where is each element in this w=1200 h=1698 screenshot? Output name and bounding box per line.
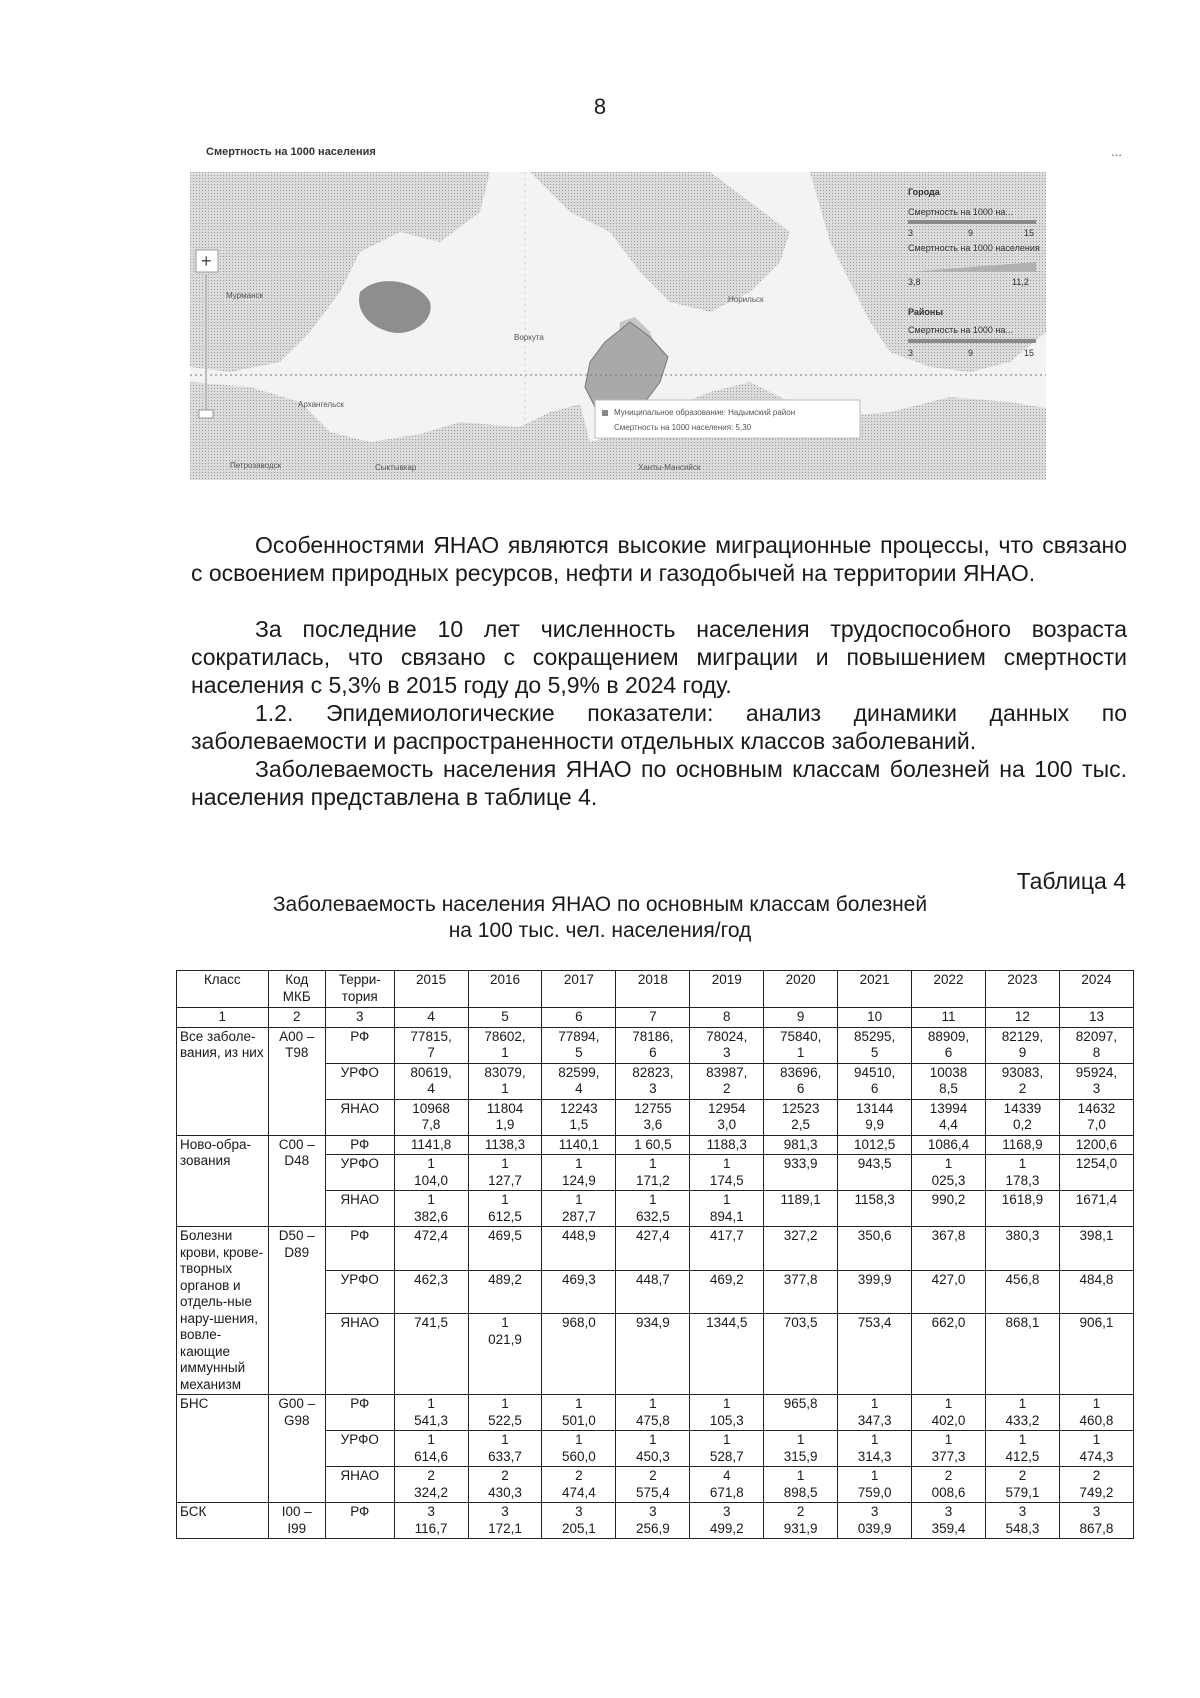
table-row: [177, 1395, 1134, 1431]
legend-range-max: 11,2: [1012, 277, 1029, 287]
value-cell: 95924, 3: [1059, 1063, 1133, 1099]
column-header: 2015: [394, 971, 468, 1008]
column-header: 2018: [616, 971, 690, 1008]
value-cell: 703,5: [764, 1314, 838, 1395]
column-number: 10: [838, 1008, 912, 1028]
paragraph-table-intro: [191, 755, 1127, 811]
column-header: 2024: [1059, 971, 1133, 1008]
value-cell: 1 541,3: [394, 1395, 468, 1431]
column-header: 2022: [912, 971, 986, 1008]
territory-cell: РФ: [325, 1227, 394, 1271]
value-cell: 1 124,9: [542, 1155, 616, 1191]
column-number: 11: [912, 1008, 986, 1028]
value-cell: 1 475,8: [616, 1395, 690, 1431]
territory-cell: УРФО: [325, 1063, 394, 1099]
value-cell: 427,0: [912, 1270, 986, 1314]
value-cell: 3 499,2: [690, 1503, 764, 1539]
morbidity-table: [176, 970, 1134, 1539]
value-cell: 4 671,8: [690, 1467, 764, 1503]
value-cell: 968,0: [542, 1314, 616, 1395]
value-cell: 1 560,0: [542, 1431, 616, 1467]
territory-cell: РФ: [325, 1135, 394, 1155]
value-cell: 484,8: [1059, 1270, 1133, 1314]
value-cell: 1 347,3: [838, 1395, 912, 1431]
column-number: 2: [268, 1008, 325, 1028]
value-cell: 1 104,0: [394, 1155, 468, 1191]
value-cell: 1 898,5: [764, 1467, 838, 1503]
value-cell: 14339 0,2: [985, 1099, 1059, 1135]
territory-cell: УРФО: [325, 1155, 394, 1191]
tooltip-line-2: Смертность на 1000 населения: 5,30: [614, 423, 752, 432]
value-cell: 12243 1,5: [542, 1099, 616, 1135]
value-cell: 85295, 5: [838, 1027, 912, 1063]
value-cell: 753,4: [838, 1314, 912, 1395]
value-cell: 1 127,7: [468, 1155, 542, 1191]
value-cell: 469,5: [468, 1227, 542, 1271]
icd-code-cell: A00 – T98: [268, 1027, 325, 1135]
table-header-row: [177, 971, 1134, 1008]
territory-cell: РФ: [325, 1395, 394, 1431]
value-cell: 934,9: [616, 1314, 690, 1395]
value-cell: 417,7: [690, 1227, 764, 1271]
zoom-in-button[interactable]: +: [201, 251, 212, 271]
value-cell: 2 749,2: [1059, 1467, 1133, 1503]
legend-districts-metric: Смертность на 1000 на...: [908, 325, 1013, 335]
value-cell: 3 205,1: [542, 1503, 616, 1539]
column-number-row: [177, 1008, 1134, 1028]
value-cell: 82097, 8: [1059, 1027, 1133, 1063]
value-cell: 472,4: [394, 1227, 468, 1271]
legend-range-min: 3,8: [908, 277, 921, 287]
value-cell: 80619, 4: [394, 1063, 468, 1099]
value-cell: 1 382,6: [394, 1191, 468, 1227]
place-label: Норильск: [728, 295, 764, 304]
territory-cell: РФ: [325, 1027, 394, 1063]
value-cell: 1188,3: [690, 1135, 764, 1155]
paragraph-text: 1.2. Эпидемиологические показатели: анализ динамики данных по заболеваемости и распространенности отдельных классов заболеваний.: [191, 700, 1127, 754]
column-header: 2016: [468, 971, 542, 1008]
map-menu-button[interactable]: ...: [1111, 144, 1122, 159]
map-title: Смертность на 1000 населения: [206, 146, 376, 158]
value-cell: 1 105,3: [690, 1395, 764, 1431]
value-cell: 13144 9,9: [838, 1099, 912, 1135]
paragraph-text: Заболеваемость населения ЯНАО по основным классам болезней на 100 тыс. населения представлена в таблице 4.: [191, 756, 1127, 810]
territory-cell: РФ: [325, 1503, 394, 1539]
legend-tick: 15: [1024, 348, 1035, 358]
column-number: 4: [394, 1008, 468, 1028]
value-cell: 2 324,2: [394, 1467, 468, 1503]
value-cell: 78186, 6: [616, 1027, 690, 1063]
value-cell: 12954 3,0: [690, 1099, 764, 1135]
value-cell: 82823, 3: [616, 1063, 690, 1099]
value-cell: 75840, 1: [764, 1027, 838, 1063]
column-header: 2023: [985, 971, 1059, 1008]
table-title-line: Заболеваемость населения ЯНАО по основным классам болезней: [272, 893, 928, 916]
value-cell: 2 474,4: [542, 1467, 616, 1503]
value-cell: 1 450,3: [616, 1431, 690, 1467]
value-cell: 12523 2,5: [764, 1099, 838, 1135]
territory-cell: ЯНАО: [325, 1467, 394, 1503]
value-cell: 1 315,9: [764, 1431, 838, 1467]
table-row: [177, 1027, 1134, 1063]
paragraph-population: [191, 615, 1127, 699]
value-cell: 1 894,1: [690, 1191, 764, 1227]
table-row: [177, 1135, 1134, 1155]
legend-districts-gradient: [908, 339, 1036, 343]
map-canvas[interactable]: [190, 172, 1130, 510]
value-cell: 2 575,4: [616, 1467, 690, 1503]
class-cell: Ново-обра-зования: [177, 1135, 269, 1227]
value-cell: 427,4: [616, 1227, 690, 1271]
legend-districts-title: Районы: [908, 307, 944, 317]
place-label: Архангельск: [298, 400, 344, 409]
value-cell: 1 433,2: [985, 1395, 1059, 1431]
value-cell: 868,1: [985, 1314, 1059, 1395]
place-label: Сыктывкар: [375, 463, 417, 472]
legend-tick: 3: [908, 228, 914, 238]
table-label: Таблица 4: [1016, 868, 1126, 894]
legend-tick: 3: [908, 348, 914, 358]
legend-cities-title: Города: [908, 187, 940, 197]
value-cell: 367,8: [912, 1227, 986, 1271]
value-cell: 1 178,3: [985, 1155, 1059, 1191]
table-title-line: на 100 тыс. чел. населения/год: [448, 919, 752, 942]
value-cell: 3 256,9: [616, 1503, 690, 1539]
icd-code-cell: C00 – D48: [268, 1135, 325, 1227]
legend-cities-metric: Смертность на 1000 на...: [908, 207, 1013, 217]
class-cell: БНС: [177, 1395, 269, 1503]
value-cell: 3 039,9: [838, 1503, 912, 1539]
value-cell: 10968 7,8: [394, 1099, 468, 1135]
column-header: Класс: [177, 971, 269, 1008]
value-cell: 965,8: [764, 1395, 838, 1431]
value-cell: 350,6: [838, 1227, 912, 1271]
map-figure[interactable]: [190, 142, 1130, 510]
value-cell: 906,1: [1059, 1314, 1133, 1395]
value-cell: 83079, 1: [468, 1063, 542, 1099]
value-cell: 2 579,1: [985, 1467, 1059, 1503]
value-cell: 1 60,5: [616, 1135, 690, 1155]
value-cell: 448,7: [616, 1270, 690, 1314]
value-cell: 1 377,3: [912, 1431, 986, 1467]
value-cell: 399,9: [838, 1270, 912, 1314]
value-cell: 94510, 6: [838, 1063, 912, 1099]
value-cell: 448,9: [542, 1227, 616, 1271]
value-cell: 1 174,5: [690, 1155, 764, 1191]
value-cell: 1 633,7: [468, 1431, 542, 1467]
value-cell: 1 402,0: [912, 1395, 986, 1431]
value-cell: 93083, 2: [985, 1063, 1059, 1099]
value-cell: 3 359,4: [912, 1503, 986, 1539]
table-title: [0, 892, 1200, 944]
legend-tick: 9: [968, 348, 974, 358]
value-cell: 1 412,5: [985, 1431, 1059, 1467]
column-header: Терри-тория: [325, 971, 394, 1008]
column-header: Код МКБ: [268, 971, 325, 1008]
value-cell: 1086,4: [912, 1135, 986, 1155]
territory-cell: ЯНАО: [325, 1099, 394, 1135]
column-header: 2017: [542, 971, 616, 1008]
legend-tick: 9: [968, 228, 974, 238]
class-cell: Все заболе-вания, из них: [177, 1027, 269, 1135]
territory-cell: ЯНАО: [325, 1191, 394, 1227]
territory-cell: ЯНАО: [325, 1314, 394, 1395]
value-cell: 2 931,9: [764, 1503, 838, 1539]
column-number: 13: [1059, 1008, 1133, 1028]
territory-cell: УРФО: [325, 1270, 394, 1314]
value-cell: 469,3: [542, 1270, 616, 1314]
class-cell: БСК: [177, 1503, 269, 1539]
value-cell: 933,9: [764, 1155, 838, 1191]
value-cell: 1 025,3: [912, 1155, 986, 1191]
value-cell: 327,2: [764, 1227, 838, 1271]
value-cell: 13994 4,4: [912, 1099, 986, 1135]
value-cell: 1141,8: [394, 1135, 468, 1155]
place-label: Петрозаводск: [230, 461, 282, 470]
column-number: 5: [468, 1008, 542, 1028]
value-cell: 456,8: [985, 1270, 1059, 1314]
tooltip-line-1: Муниципальное образование: Надымский район: [614, 408, 796, 417]
legend-metric2: Смертность на 1000 населения: [908, 243, 1040, 253]
value-cell: 83987, 2: [690, 1063, 764, 1099]
value-cell: 3 867,8: [1059, 1503, 1133, 1539]
value-cell: 3 172,1: [468, 1503, 542, 1539]
value-cell: 1344,5: [690, 1314, 764, 1395]
value-cell: 1168,9: [985, 1135, 1059, 1155]
icd-code-cell: G00 – G98: [268, 1395, 325, 1503]
value-cell: 1 612,5: [468, 1191, 542, 1227]
value-cell: 1 474,3: [1059, 1431, 1133, 1467]
value-cell: 741,5: [394, 1314, 468, 1395]
value-cell: 489,2: [468, 1270, 542, 1314]
value-cell: 1158,3: [838, 1191, 912, 1227]
tooltip-box: [595, 400, 860, 438]
value-cell: 380,3: [985, 1227, 1059, 1271]
value-cell: 1 522,5: [468, 1395, 542, 1431]
column-header: 2021: [838, 971, 912, 1008]
value-cell: 943,5: [838, 1155, 912, 1191]
value-cell: 77815, 7: [394, 1027, 468, 1063]
value-cell: 1 632,5: [616, 1191, 690, 1227]
column-header: 2019: [690, 971, 764, 1008]
value-cell: 1140,1: [542, 1135, 616, 1155]
value-cell: 1 501,0: [542, 1395, 616, 1431]
table-row: [177, 1227, 1134, 1271]
value-cell: 1254,0: [1059, 1155, 1133, 1191]
zoom-out-button[interactable]: [199, 410, 213, 418]
column-number: 7: [616, 1008, 690, 1028]
value-cell: 1200,6: [1059, 1135, 1133, 1155]
place-label: Воркута: [514, 333, 544, 342]
column-number: 8: [690, 1008, 764, 1028]
value-cell: 662,0: [912, 1314, 986, 1395]
paragraph-section-1-2: [191, 699, 1127, 755]
value-cell: 1 614,6: [394, 1431, 468, 1467]
column-number: 9: [764, 1008, 838, 1028]
value-cell: 1 528,7: [690, 1431, 764, 1467]
map-tooltip: [595, 400, 860, 438]
value-cell: 1 759,0: [838, 1467, 912, 1503]
value-cell: 14632 7,0: [1059, 1099, 1133, 1135]
value-cell: 83696, 6: [764, 1063, 838, 1099]
value-cell: 1 287,7: [542, 1191, 616, 1227]
column-header: 2020: [764, 971, 838, 1008]
value-cell: 398,1: [1059, 1227, 1133, 1271]
place-label: Ханты-Мансийск: [638, 463, 701, 472]
table-row: [177, 1503, 1134, 1539]
column-number: 3: [325, 1008, 394, 1028]
value-cell: 12755 3,6: [616, 1099, 690, 1135]
territory-cell: УРФО: [325, 1431, 394, 1467]
value-cell: 77894, 5: [542, 1027, 616, 1063]
icd-code-cell: D50 – D89: [268, 1227, 325, 1395]
place-label: Мурманск: [226, 291, 263, 300]
legend-tick: 15: [1024, 228, 1035, 238]
value-cell: 88909, 6: [912, 1027, 986, 1063]
column-number: 6: [542, 1008, 616, 1028]
value-cell: 2 008,6: [912, 1467, 986, 1503]
value-cell: 462,3: [394, 1270, 468, 1314]
value-cell: 1 460,8: [1059, 1395, 1133, 1431]
value-cell: 1189,1: [764, 1191, 838, 1227]
page-number: 8: [593, 94, 607, 119]
paragraph-migration: [191, 531, 1127, 587]
icd-code-cell: I00 – I99: [268, 1503, 325, 1539]
value-cell: 1671,4: [1059, 1191, 1133, 1227]
legend-cities-gradient: [908, 220, 1036, 224]
value-cell: 78024, 3: [690, 1027, 764, 1063]
value-cell: 3 116,7: [394, 1503, 468, 1539]
value-cell: 2 430,3: [468, 1467, 542, 1503]
value-cell: 1 021,9: [468, 1314, 542, 1395]
tooltip-swatch: [602, 410, 608, 416]
value-cell: 990,2: [912, 1191, 986, 1227]
value-cell: 11804 1,9: [468, 1099, 542, 1135]
value-cell: 78602, 1: [468, 1027, 542, 1063]
paragraph-text: За последние 10 лет численность населения трудоспособного возраста сократилась, что связано с сокращением миграции и повышением смертности населения с 5,3% в 2015 году до 5,9% в 2024 году.: [191, 616, 1127, 698]
class-cell: Болезни крови, крове-творных органов и отдель-ные нару-шения, вовле-кающие иммунный механизм: [177, 1227, 269, 1395]
table-body: [177, 1027, 1134, 1539]
column-number: 12: [985, 1008, 1059, 1028]
value-cell: 469,2: [690, 1270, 764, 1314]
value-cell: 3 548,3: [985, 1503, 1059, 1539]
value-cell: 1 314,3: [838, 1431, 912, 1467]
value-cell: 82599, 4: [542, 1063, 616, 1099]
value-cell: 377,8: [764, 1270, 838, 1314]
value-cell: 981,3: [764, 1135, 838, 1155]
value-cell: 1618,9: [985, 1191, 1059, 1227]
value-cell: 1012,5: [838, 1135, 912, 1155]
value-cell: 10038 8,5: [912, 1063, 986, 1099]
value-cell: 1138,3: [468, 1135, 542, 1155]
value-cell: 1 171,2: [616, 1155, 690, 1191]
paragraph-text: Особенностями ЯНАО являются высокие миграционные процессы, что связано с освоением природных ресурсов, нефти и газодобычей на территории ЯНАО.: [191, 532, 1127, 586]
value-cell: 82129, 9: [985, 1027, 1059, 1063]
column-number: 1: [177, 1008, 269, 1028]
